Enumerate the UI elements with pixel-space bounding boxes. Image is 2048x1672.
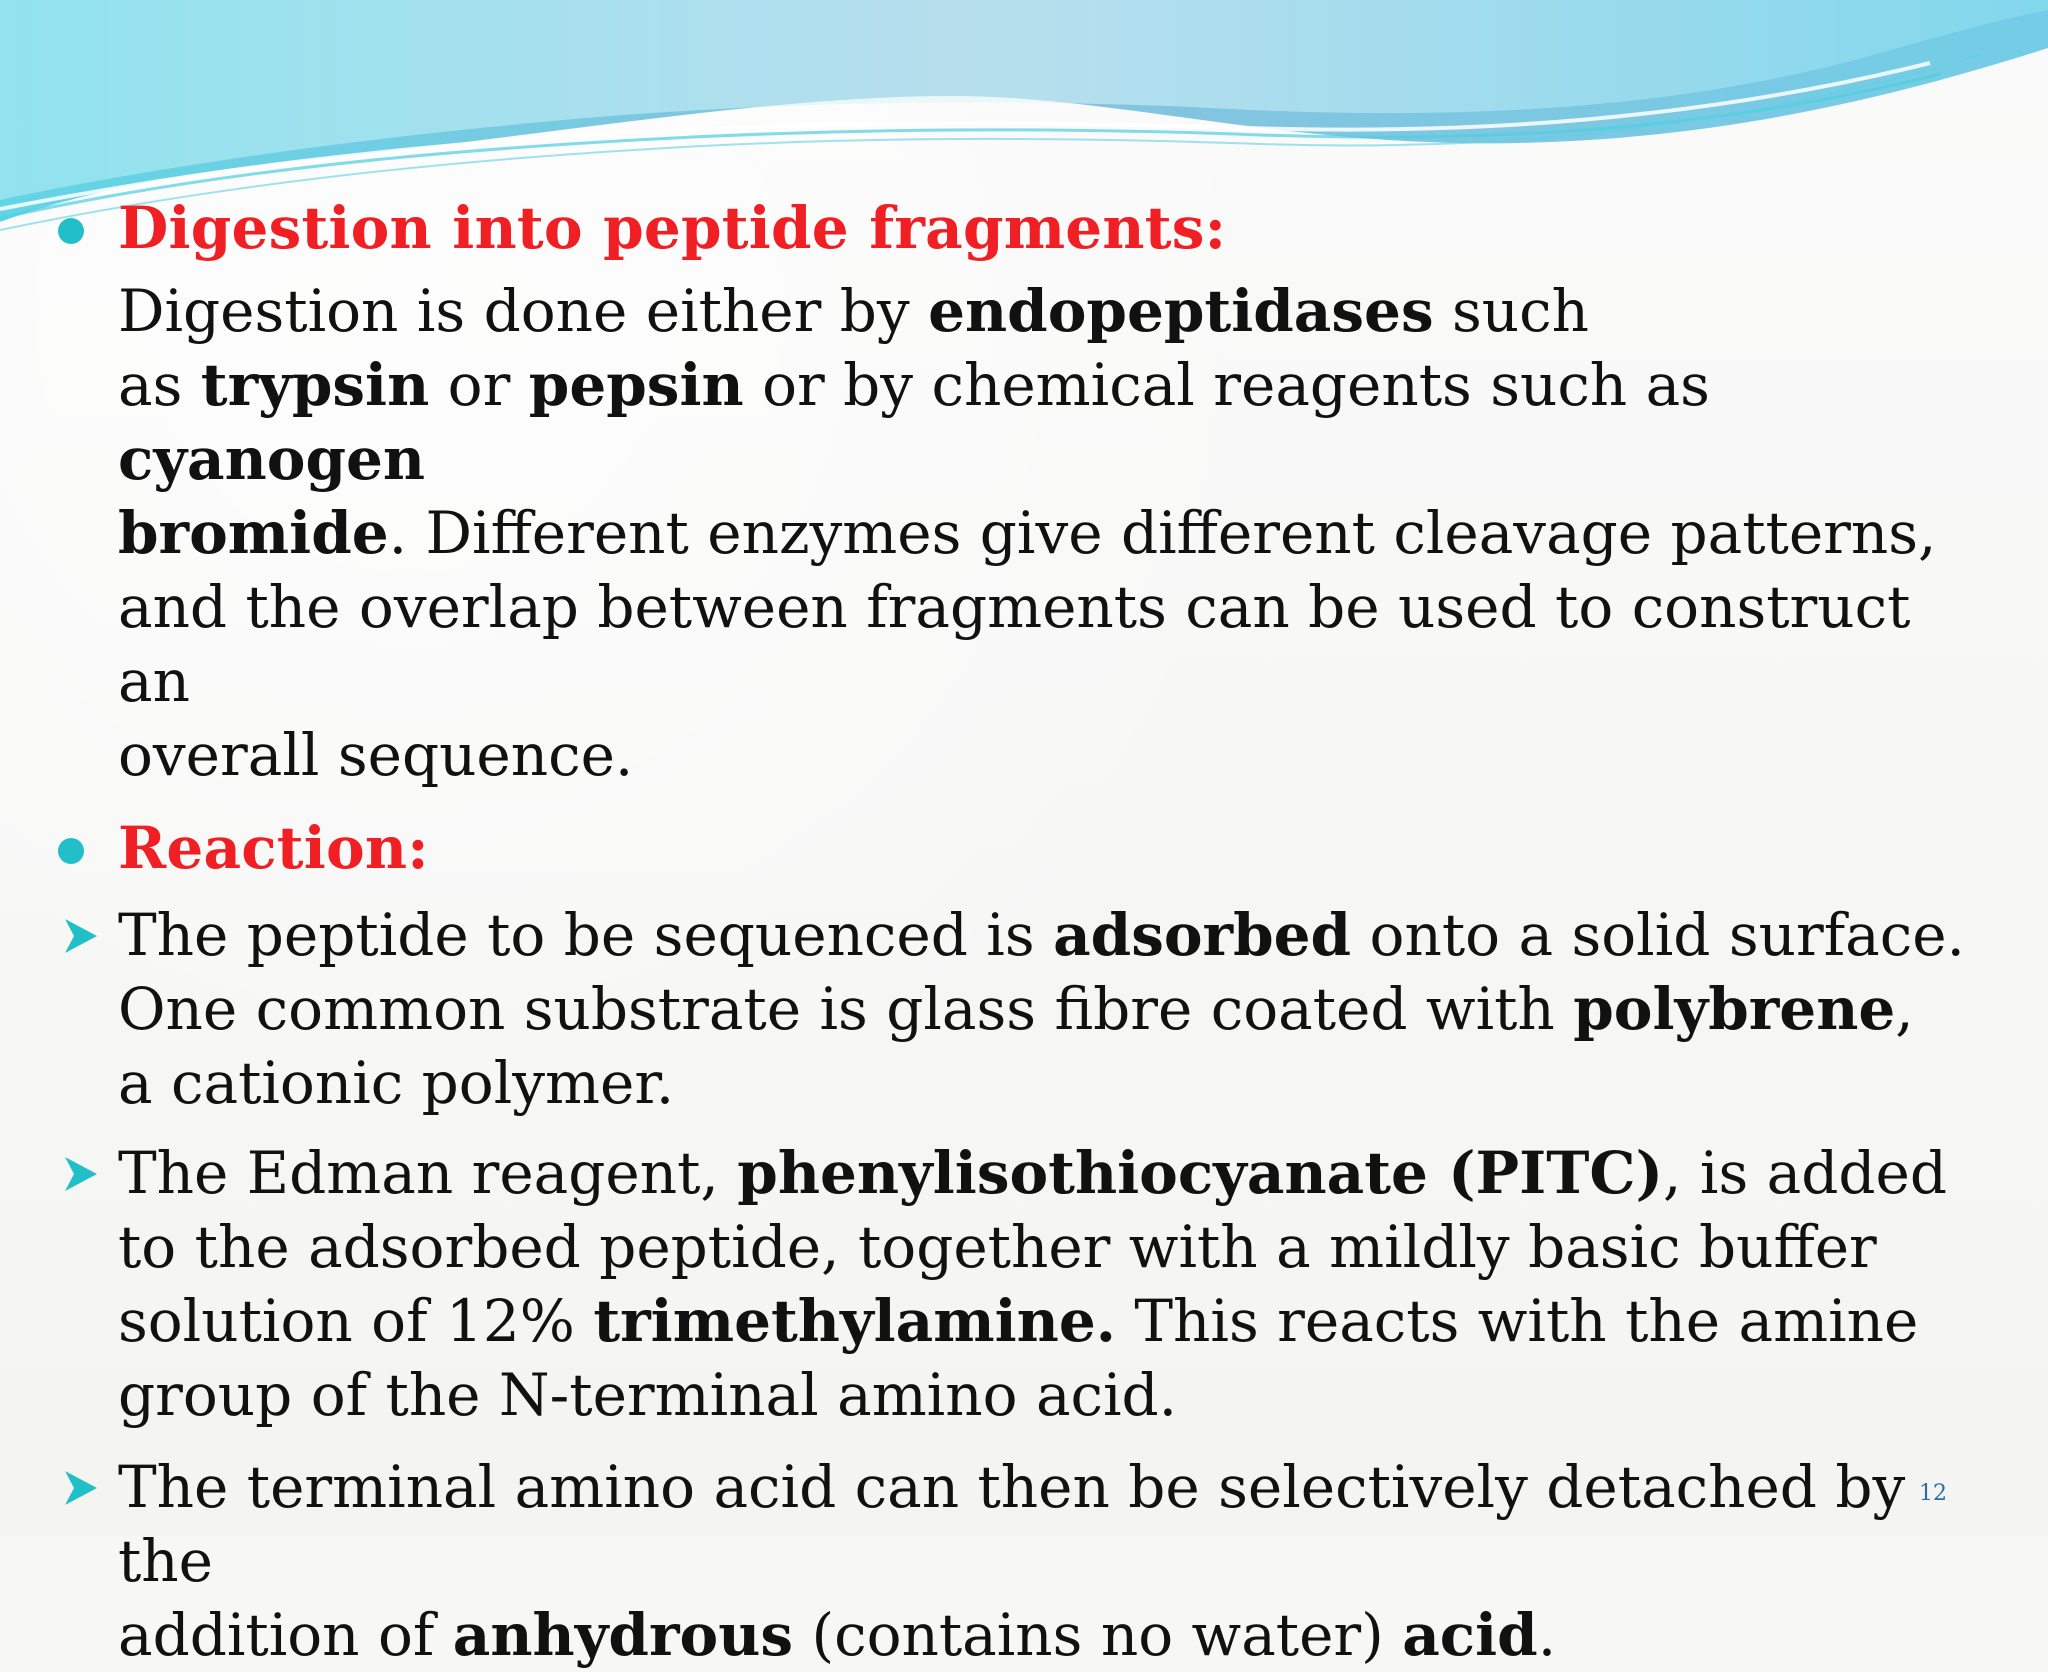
digestion-line-1 (118, 274, 1998, 348)
arrow-bullet-icon (58, 1464, 106, 1512)
digestion-line-5: overall sequence. (118, 721, 634, 789)
arrow-bullet-icon (58, 1150, 106, 1198)
reaction-item-2-line-3-text-1: solution of 12% (118, 1287, 594, 1355)
reaction-item-2-line-3-text-2: This reacts with the amine (1115, 1287, 1919, 1355)
reaction-item-1 (58, 898, 1998, 1120)
digestion-line-3-text-1: . Different enzymes give different cleavage patterns, (388, 499, 1937, 567)
polybrene-term: polybrene (1573, 975, 1896, 1043)
reaction-item-1-line-2-text-1: One common substrate is glass fibre coated with (118, 975, 1574, 1043)
digestion-line-2 (118, 348, 1998, 496)
reaction-item-3-line-2-text-2: (contains no water) (793, 1601, 1403, 1669)
reaction-heading: Reaction: (118, 814, 429, 882)
endopeptidases-term: endopeptidases (928, 277, 1434, 345)
reaction-item-1-line-1-text-1: The peptide to be sequenced is (118, 901, 1054, 969)
digestion-line-4: and the overlap between fragments can be used to construct an (118, 573, 1911, 715)
cyanogen-term: cyanogen (118, 425, 426, 493)
trypsin-term: trypsin (200, 351, 430, 419)
reaction-section (58, 810, 1998, 886)
reaction-item-3 (58, 1450, 1998, 1672)
reaction-item-3-line-1: The terminal amino acid can then be selectively detached by the (118, 1453, 1906, 1595)
bromide-term: bromide (118, 499, 389, 567)
reaction-item-2-line-3 (118, 1284, 1998, 1358)
digestion-line-1-text-1: Digestion is done either by (118, 277, 929, 345)
reaction-item-2-line-2: to the adsorbed peptide, together with a mildly basic buffer (118, 1213, 1877, 1281)
reaction-item-3-line-2-text-1: addition of (118, 1601, 453, 1669)
reaction-item-2-row (58, 1136, 1998, 1432)
reaction-item-1-line-2-text-2: , (1895, 975, 1914, 1043)
reaction-item-2 (58, 1136, 1998, 1432)
dot-bullet-icon (58, 218, 84, 244)
digestion-line-2-text-3: or by chemical reagents such as (743, 351, 1710, 419)
reaction-item-3-line-2 (118, 1598, 1998, 1672)
pepsin-term: pepsin (528, 351, 744, 419)
reaction-item-1-line-2 (118, 972, 1998, 1046)
reaction-heading-row (58, 810, 1998, 886)
reaction-item-1-row (58, 898, 1998, 1120)
reaction-item-3-line-2-text-3: . (1537, 1601, 1557, 1669)
adsorbed-term: adsorbed (1053, 901, 1352, 969)
reaction-item-2-line-1 (118, 1136, 1998, 1210)
reaction-item-1-line-3: a cationic polymer. (118, 1049, 675, 1117)
acid-term: acid (1402, 1601, 1538, 1669)
digestion-description (58, 274, 1998, 792)
digestion-line-1-text-2: such (1433, 277, 1590, 345)
digestion-section (58, 190, 1998, 792)
pitc-term: phenylisothiocyanate (PITC) (737, 1139, 1664, 1207)
trimethylamine-term: trimethylamine. (593, 1287, 1116, 1355)
reaction-item-2-line-4: group of the N-terminal amino acid. (118, 1361, 1178, 1429)
digestion-heading: Digestion into peptide fragments: (118, 194, 1227, 262)
reaction-item-2-line-1-text-2: , is added (1663, 1139, 1947, 1207)
arrow-bullet-icon (58, 912, 106, 960)
digestion-heading-row (58, 190, 1998, 266)
digestion-line-2-text-1: as (118, 351, 201, 419)
reaction-item-3-row (58, 1450, 1998, 1672)
dot-bullet-icon (58, 838, 84, 864)
anhydrous-term: anhydrous (452, 1601, 794, 1669)
reaction-item-1-line-1 (118, 898, 1998, 972)
reaction-item-1-line-1-text-2: onto a solid surface. (1351, 901, 1965, 969)
digestion-line-2-text-2: or (429, 351, 529, 419)
reaction-item-2-line-1-text-1: The Edman reagent, (118, 1139, 738, 1207)
slide-content (58, 190, 1998, 1672)
digestion-line-3 (118, 496, 1998, 570)
page-number: 12 (1919, 1481, 1947, 1506)
